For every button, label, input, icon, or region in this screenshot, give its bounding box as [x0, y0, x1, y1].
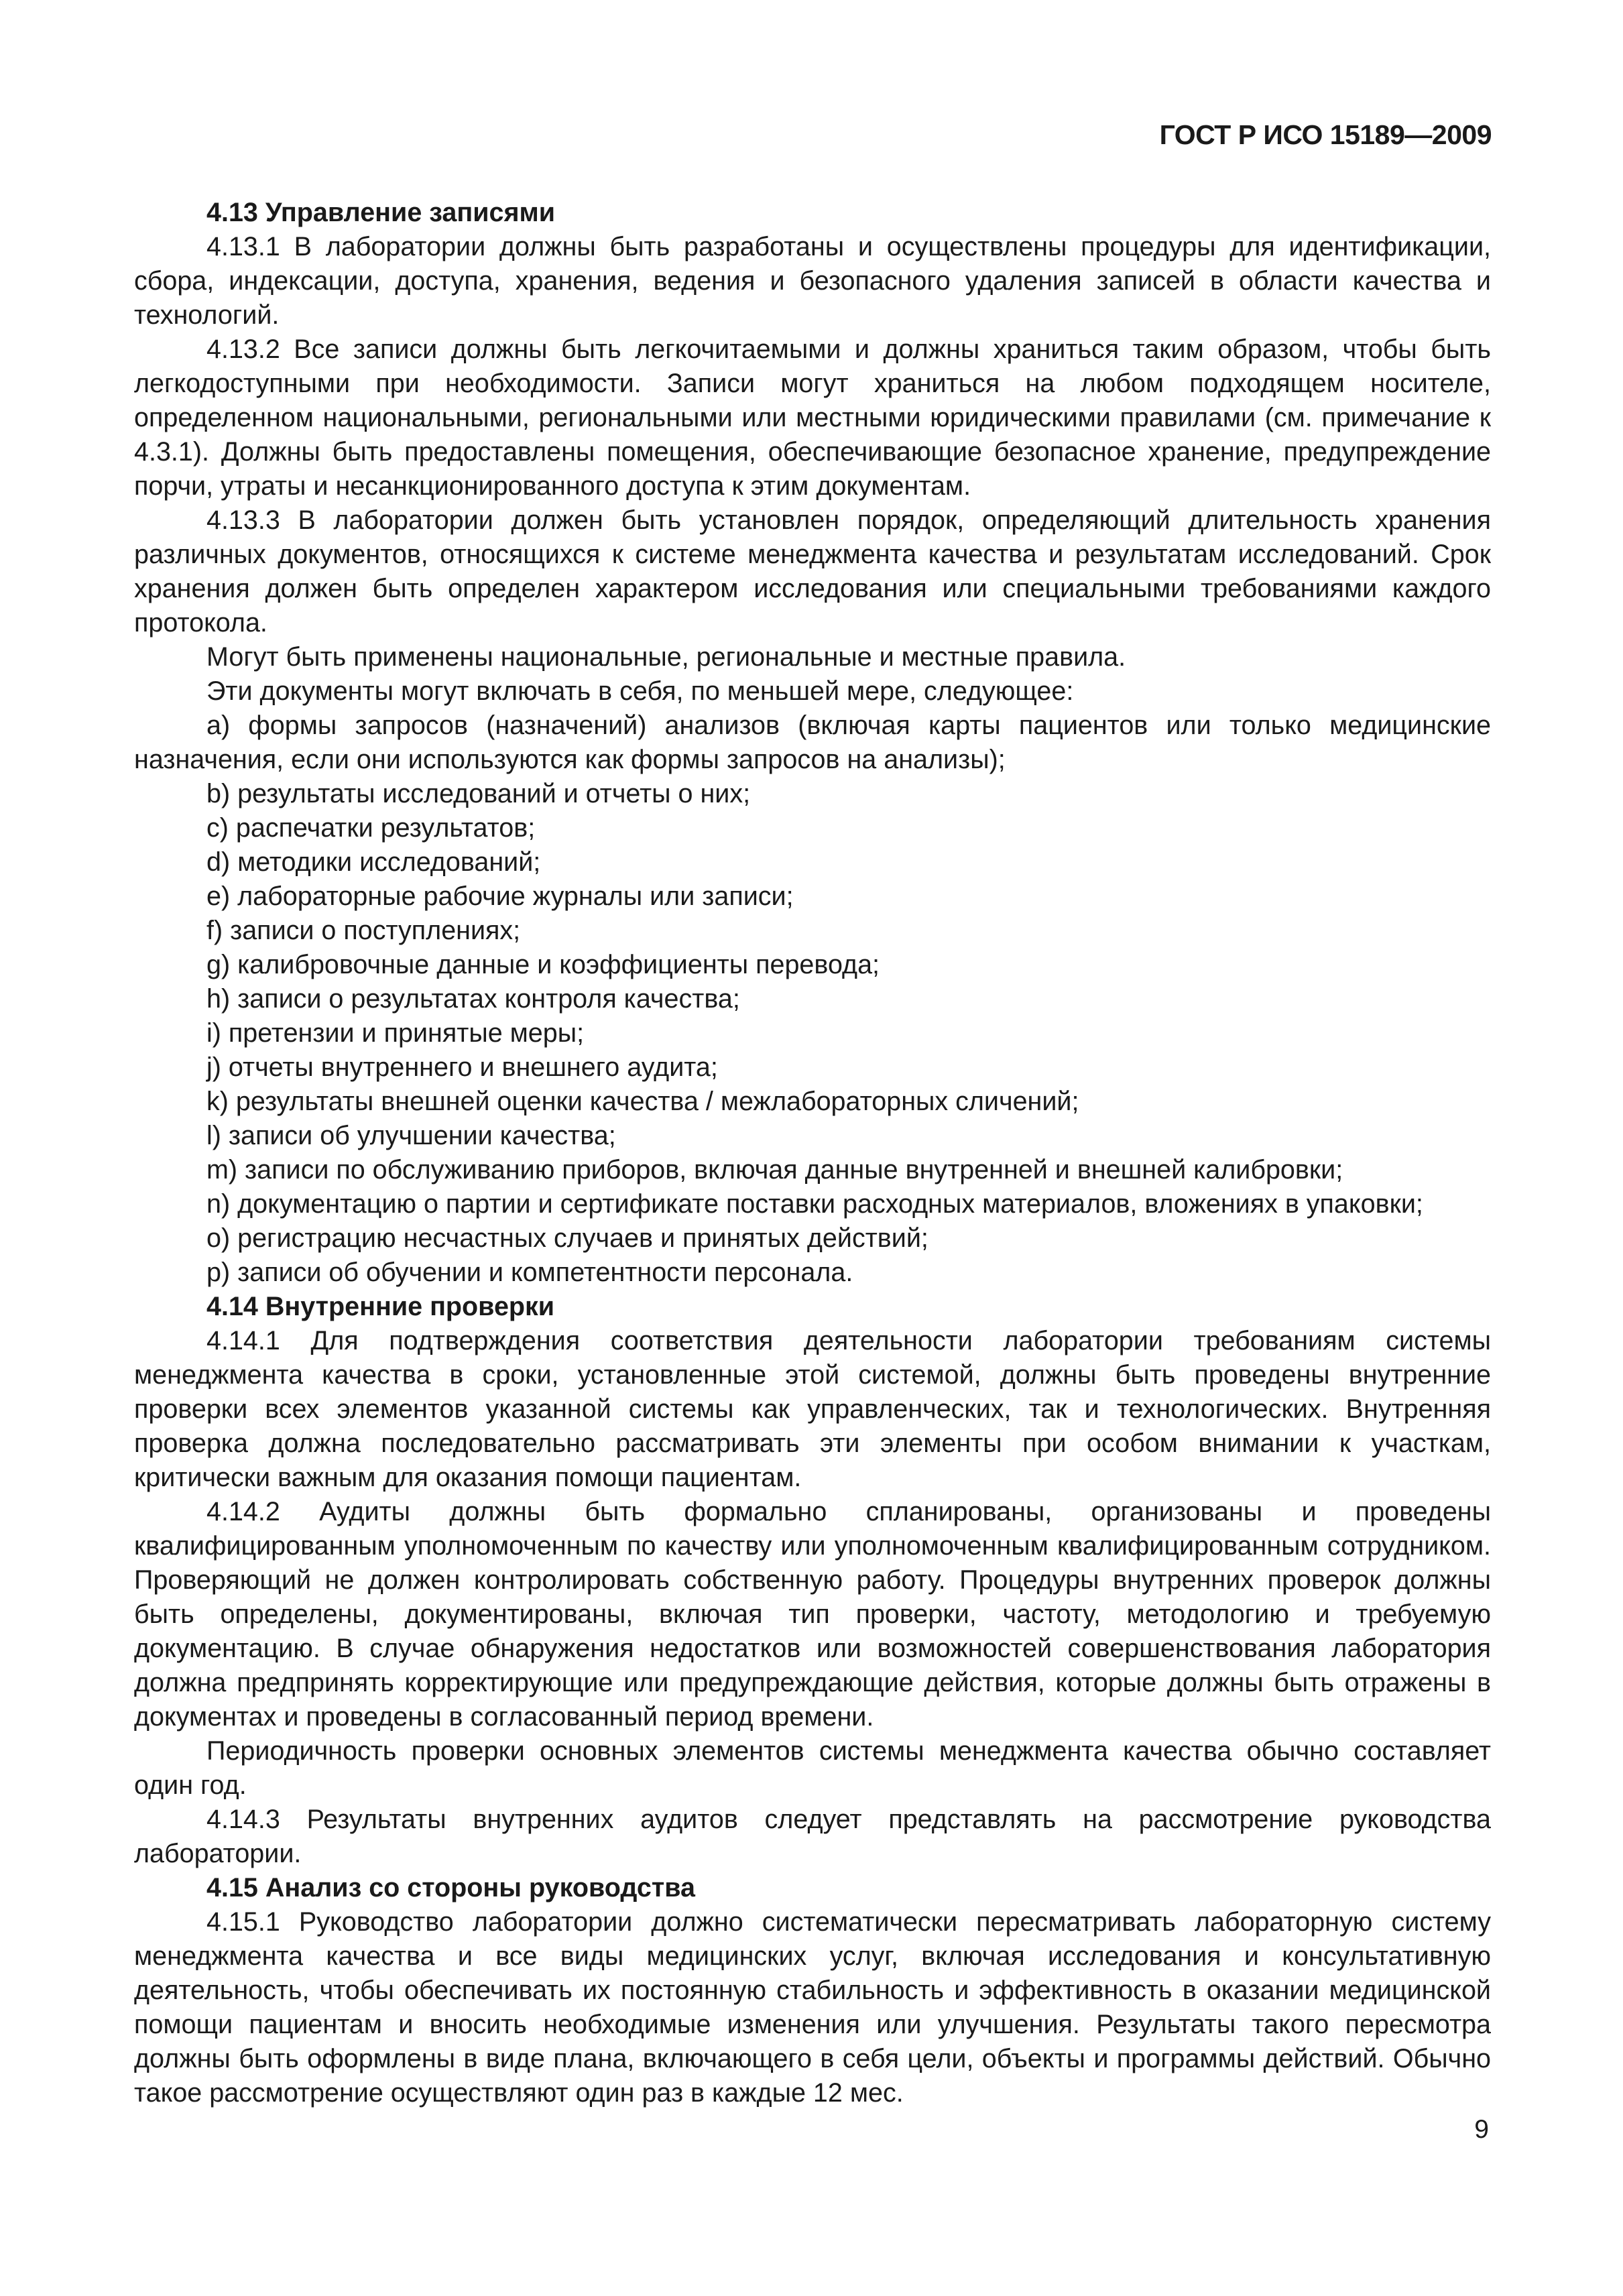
paragraph: 4.14.3 Результаты внутренних аудитов следует представлять на рассмотрение руководства лаборатории.	[134, 1805, 1491, 1868]
paragraph: a) формы запросов (назначений) анализов (включая карты пациентов или только медицинские назначения, если они используются как формы запросов на анализы);	[134, 711, 1491, 774]
paragraph: 4.14.1 Для подтверждения соответствия деятельности лаборатории требованиям системы менеджмента качества в сроки, установленные этой системой, должны быть проведены внутренние проверки всех элементов указанной системы как управленческих, так и технологических. Внутренняя проверка должна последовательно рассматривать эти элементы при особом внимании к участкам, критически важным для оказания помощи пациентам.	[134, 1326, 1491, 1492]
paragraph: Периодичность проверки основных элементов системы менеджмента качества обычно составляет один год.	[134, 1736, 1491, 1800]
paragraph: f) записи о поступлениях;	[206, 916, 521, 945]
paragraph: j) отчеты внутреннего и внешнего аудита;	[206, 1052, 718, 1082]
section-heading: 4.14 Внутренние проверки	[206, 1292, 555, 1321]
paragraph: Эти документы могут включать в себя, по меньшей мере, следующее:	[206, 676, 1074, 706]
paragraph: n) документацию о партии и сертификате поставки расходных материалов, вложениях в упаковки;	[206, 1189, 1423, 1219]
paragraph: Могут быть применены национальные, региональные и местные правила.	[206, 642, 1126, 672]
paragraph: o) регистрацию несчастных случаев и принятых действий;	[206, 1223, 928, 1253]
paragraph: c) распечатки результатов;	[206, 813, 536, 843]
document-body	[134, 196, 1491, 2110]
paragraph: g) калибровочные данные и коэффициенты перевода;	[206, 950, 880, 979]
paragraph: h) записи о результатах контроля качества;	[206, 984, 740, 1014]
paragraph: 4.13.2 Все записи должны быть легкочитаемыми и должны храниться таким образом, чтобы быть легкодоступными при необходимости. Записи могут храниться на любом подходящем носителе, определенном национальными, региональными или местными юридическими правилами (см. примечание к 4.3.1). Должны быть предоставлены помещения, обеспечивающие безопасное хранение, предупреждение порчи, утраты и несанкционированного доступа к этим документам.	[134, 335, 1491, 501]
section-heading: 4.15 Анализ со стороны руководства	[206, 1873, 695, 1902]
page-number: 9	[1474, 2115, 1489, 2144]
paragraph: p) записи об обучении и компетентности персонала.	[206, 1258, 853, 1287]
paragraph: 4.15.1 Руководство лаборатории должно систематически пересматривать лабораторную систему менеджмента качества и все виды медицинских услуг, включая исследования и консультативную деятельность, чтобы обеспечивать их постоянную стабильность и эффективность в оказании медицинской помощи пациентам и вносить необходимые изменения или улучшения. Результаты такого пересмотра должны быть оформлены в виде плана, включающего в себя цели, объекты и программы действий. Обычно такое рассмотрение осуществляют один раз в каждые 12 мес.	[134, 1907, 1491, 2108]
paragraph: k) результаты внешней оценки качества / межлабораторных сличений;	[206, 1087, 1079, 1116]
paragraph: l) записи об улучшении качества;	[206, 1121, 616, 1150]
paragraph: 4.13.1 В лаборатории должны быть разработаны и осуществлены процедуры для идентификации, сбора, индексации, доступа, хранения, ведения и безопасного удаления записей в области качества и технологий.	[134, 232, 1491, 330]
section-heading: 4.13 Управление записями	[206, 198, 555, 227]
paragraph: m) записи по обслуживанию приборов, включая данные внутренней и внешней калибровки;	[206, 1155, 1343, 1185]
paragraph: b) результаты исследований и отчеты о них;	[206, 779, 751, 808]
paragraph: 4.13.3 В лаборатории должен быть установлен порядок, определяющий длительность хранения различных документов, относящихся к системе менеджмента качества и результатам исследований. Срок хранения должен быть определен характером исследования или специальными требованиями каждого протокола.	[134, 505, 1491, 638]
paragraph: i) претензии и принятые меры;	[206, 1018, 585, 1048]
paragraph: 4.14.2 Аудиты должны быть формально спланированы, организованы и проведены квалифицированным уполномоченным по качеству или уполномоченным квалифицированным сотрудником. Проверяющий не должен контролировать собственную работу. Процедуры внутренних проверок должны быть определены, документированы, включая тип проверки, частоту, методологию и требуемую документацию. В случае обнаружения недостатков или возможностей совершенствования лаборатория должна предпринять корректирующие или предупреждающие действия, которые должны быть отражены в документах и проведены в согласованный период времени.	[134, 1497, 1491, 1732]
document-code-header: ГОСТ Р ИСО 15189—2009	[1159, 119, 1492, 150]
paragraph: d) методики исследований;	[206, 847, 541, 877]
paragraph: e) лабораторные рабочие журналы или записи;	[206, 882, 794, 911]
